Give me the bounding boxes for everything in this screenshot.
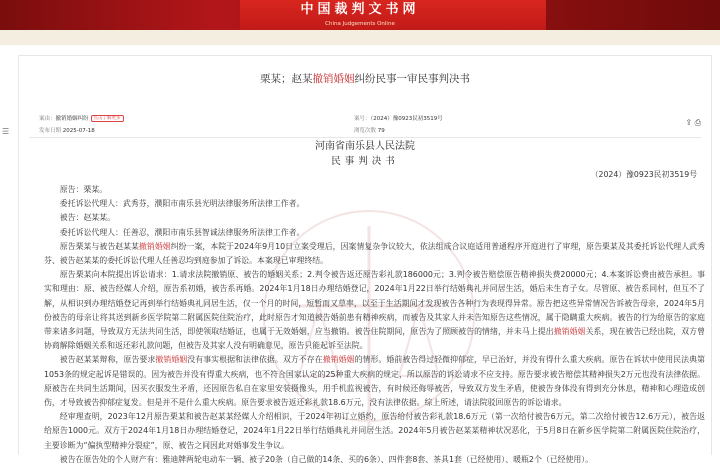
date-label: 发布日期 [39, 128, 62, 134]
highlighted-keyword: 撤销婚姻 [139, 241, 171, 251]
highlighted-keyword: 撤销婚姻 [322, 355, 355, 365]
paragraph [44, 353, 705, 410]
text-segment: 没有事实根据和法律依据。双方不存在 [187, 355, 323, 365]
paragraph [44, 240, 705, 268]
text-segment: 被告赵某某辩称，原告要求 [59, 355, 156, 365]
meta-case: 案号：（2024）豫0923民初3519号 [354, 116, 443, 122]
text-segment: 原告栗某与被告赵某某 [59, 241, 140, 251]
highlighted-keyword: 撤销婚姻 [312, 73, 355, 85]
text-segment: 委托诉讼代理人：武秀芬，濮阳市南乐县光明法律服务所法律工作者。 [59, 199, 305, 209]
list-icon[interactable]: ☰ [2, 127, 10, 136]
text-segment: 纠纷民事一审民事判决书 [354, 73, 470, 85]
print-icon[interactable]: ⎙ [694, 118, 701, 127]
text-segment: 栗某；赵某 [260, 73, 313, 85]
highlighted-keyword: 撤销婚姻 [155, 355, 188, 365]
meta-views [354, 127, 385, 135]
court-name: 河南省南乐县人民法院 [315, 141, 415, 152]
site-header [0, 0, 720, 30]
text-segment: 被告：赵某某。 [59, 213, 116, 223]
text-segment: 原告栗某向本院提出诉讼请求：1.请求法院撤销原、被告的婚姻关系；2.判令被告返还原告彩礼款186000元；3.判令被告赔偿原告精神损失费20000元；4.本案诉讼费由被告承担。事实和理由：原、被告经媒人介绍，原告系初婚，被告系再婚。2024年1月18日办理结婚登记，2024年1月22日举行结婚典礼并同居生活，婚后未生育子女。尽管原、被告系同村，但互不了解，从相识到办理结婚登记再到举行结婚典礼同居生活，仅一个月的时间，短暂而又草率，以至于生活期间才发现被告各种行为表现得异常。原告把这些异常情况告诉被告母亲，2024年5月份被告的母亲让将其送到新乡医学院第二附属医院住院治疗，此时原告才知道被告婚前患有精神疾病，而被告及其家人并未告知原告这些情况，属于隐瞒重大疾病。被告的行为给原告的家庭带来诸多问题，导致双方无法共同生活，即使领取结婚证，也属于无效婚姻，应当撤销。被告住院期间，原告为了照顾被告的情绪，并未马上提出 [44, 270, 705, 337]
paragraph [44, 211, 705, 225]
highlighted-keyword: 撤销婚姻 [553, 327, 586, 337]
text-segment: 的情形。婚前被告得过轻微抑郁症，早已治好，并没有得什么重大疾病。原告在诉状中使用民法典第1053条的规定起诉是错误的。因为被告并没有得重大疾病，也不符合国家认定的25种重大疾病的规定，所以原告的诉讼请求不应支持。原告要求被告赔偿其精神损失2万元也没有法律依据。原被告在共同生活期间，因买衣服发生矛盾，还因原告私自在家里安装摄像头，用手机监视被告，有时候还侮辱被告，导致双方发生矛盾，使被告身体没有得到充分休息，精神和心理造成创伤，才导致被告抑郁症复发。但是并不是什么重大疾病。原告要求被告返还彩礼款18.6万元，没有法律依据。综上所述，请法院驳回原告的诉讼请求。 [44, 355, 705, 408]
cause-label: 案由 [39, 116, 51, 122]
meta-date [39, 127, 95, 135]
document-kind: 民事判决书 [331, 156, 399, 167]
document-body [44, 183, 705, 467]
text-segment: 委托诉讼代理人：任善忍，濮阳市南乐县智诚法律服务所法律工作者。 [59, 227, 305, 237]
share-icon[interactable]: ⇪ [685, 118, 693, 127]
paragraph [44, 268, 705, 353]
paragraph [44, 453, 705, 467]
case-value: （2024）豫0923民初3519号 [370, 116, 443, 122]
date-value: 2025-07-18 [62, 128, 95, 134]
views-label: 浏览次数 [354, 128, 377, 134]
case-number: （2024）豫0923民初3519号 [590, 170, 697, 179]
doc-tools [685, 118, 701, 128]
cause-value: 撤销婚姻纠纷 [55, 116, 89, 122]
meta-cause: 案由：撤销婚姻纠纷 点击了解更多 [39, 115, 124, 123]
paragraph [44, 197, 705, 211]
views-value: 79 [377, 128, 385, 134]
site-logo-title[interactable]: 中国裁判文书网 [300, 2, 420, 17]
divider [29, 137, 701, 138]
text-segment: 纠纷一案，本院于2024年9月10日立案受理后，因案情复杂争议较大，依法组成合议庭适用普通程序开庭进行了审理，原告栗某及其委托诉讼代理人武秀芬、被告赵某某的委托诉讼代理人任善忍均到庭参加了诉讼。本案现已审理终结。 [44, 241, 705, 266]
document-card [18, 55, 712, 464]
paragraph [44, 226, 705, 240]
learn-more-button[interactable]: 点击了解更多 [91, 115, 124, 122]
case-label: 案号 [354, 116, 366, 122]
text-segment: 被告在原告处的个人财产有：雅迪牌两轮电动车一辆、被子20条（自己做的14条、买的6条）、四件套8套、茶具1套（已经使用）、暖瓶2个（已经使用）。 [59, 454, 594, 464]
text-segment: 原告：栗某。 [59, 185, 108, 194]
nav-strip [0, 30, 720, 45]
text-segment: 经审理查明，2023年12月原告栗某和被告赵某某经媒人介绍相识，于2024年初订立婚约，原告给付被告彩礼款18.6万元（第一次给付被告6万元，第二次给付被告12.6万元），被告返给原告1000元。双方于2024年1月18日办理结婚登记，2024年1月22日举行结婚典礼并同居生活。2024年5月被告赵某某精神状况恶化，于5月8日在新乡医学院第二附属医院住院治疗，主要诊断为“偏执型精神分裂症”，原、被告之间因此对婚事发生争议。 [44, 412, 705, 450]
paragraph [44, 410, 705, 453]
text-segment: 关系，现在被告已经出院，双方曾协商解除婚姻关系和返还彩礼款问题，但被告及其家人没有明确意见，原告只能起诉至法院。 [44, 327, 705, 351]
document-title [19, 73, 711, 86]
site-logo-subtitle: China Judgements Online [325, 21, 395, 27]
paragraph [44, 183, 705, 197]
